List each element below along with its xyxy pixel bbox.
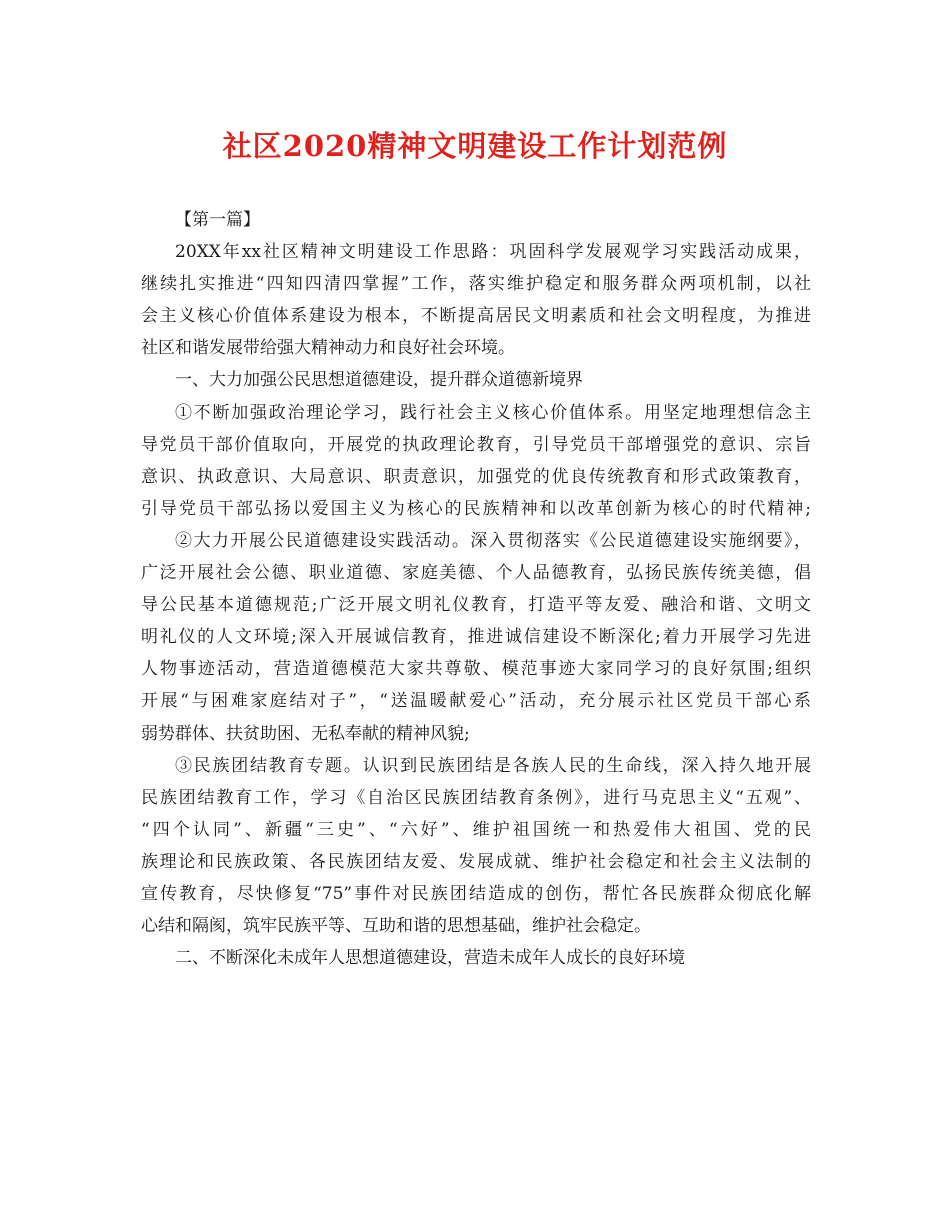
paragraph-line: 导公民基本道德规范;广泛开展文明礼仪教育，打造平等友爱、融洽和谐、文明文 (141, 595, 811, 616)
paragraph-line: 引导党员干部弘扬以爱国主义为核心的民族精神和以改革创新为核心的时代精神; (141, 498, 811, 519)
paragraph-line: 开展“与困难家庭结对子”，“送温暖献爱心”活动，充分展示社区党员干部心系 (141, 691, 811, 712)
paragraph-line: 明礼仪的人文环境;深入开展诚信教育，推进诚信建设不断深化;着力开展学习先进 (141, 627, 811, 648)
document-body (141, 204, 811, 974)
paragraph-line: 宣传教育，尽快修复“75”事件对民族团结造成的创伤，帮忙各民族群众彻底化解 (141, 883, 811, 904)
section-heading: 二、不断深化未成年人思想道德建设，营造未成年人成长的良好环境 (175, 948, 685, 969)
paragraph-line: 社区和谐发展带给强大精神动力和良好社会环境。 (141, 338, 515, 359)
paragraph-line: ①不断加强政治理论学习，践行社会主义核心价值体系。用坚定地理想信念主 (175, 402, 811, 423)
paragraph-line: 心结和隔阂，筑牢民族平等、互助和谐的思想基础，维护社会稳定。 (141, 916, 651, 937)
section-heading: 一、大力加强公民思想道德建设，提升群众道德新境界 (175, 370, 583, 391)
section-heading: 【第一篇】 (175, 210, 260, 230)
paragraph-line: 20XX年xx社区精神文明建设工作思路：巩固科学发展观学习实践活动成果， (175, 242, 811, 263)
paragraph-line: ②大力开展公民道德建设实践活动。深入贯彻落实《公民道德建设实施纲要》， (175, 530, 811, 551)
paragraph-line: 导党员干部价值取向，开展党的执政理论教育，引导党员干部增强党的意识、宗旨 (141, 434, 811, 455)
paragraph-line: 弱势群体、扶贫助困、无私奉献的精神风貌; (141, 723, 470, 744)
paragraph-line: ③民族团结教育专题。认识到民族团结是各族人民的生命线，深入持久地开展 (175, 755, 811, 776)
paragraph-line: “四个认同”、新疆“三史”、“六好”、维护祖国统一和热爱伟大祖国、党的民 (141, 819, 811, 840)
paragraph-line: 民族团结教育工作，学习《自治区民族团结教育条例》，进行马克思主义“五观”、 (141, 787, 811, 808)
paragraph-line: 意识、执政意识、大局意识、职责意识，加强党的优良传统教育和形式政策教育， (141, 466, 811, 487)
paragraph-line: 人物事迹活动，营造道德模范大家共尊敬、模范事迹大家同学习的良好氛围;组织 (141, 659, 811, 680)
paragraph-line: 广泛开展社会公德、职业道德、家庭美德、个人品德教育，弘扬民族传统美德，倡 (141, 563, 811, 584)
paragraph-line: 继续扎实推进“四知四清四掌握”工作，落实维护稳定和服务群众两项机制，以社 (141, 274, 811, 295)
paragraph-line: 会主义核心价值体系建设为根本，不断提高居民文明素质和社会文明程度，为推进 (141, 306, 811, 327)
paragraph-line: 族理论和民族政策、各民族团结友爱、发展成就、维护社会稳定和社会主义法制的 (141, 851, 811, 872)
document-title: 社区2020精神文明建设工作计划范例 (222, 129, 728, 163)
